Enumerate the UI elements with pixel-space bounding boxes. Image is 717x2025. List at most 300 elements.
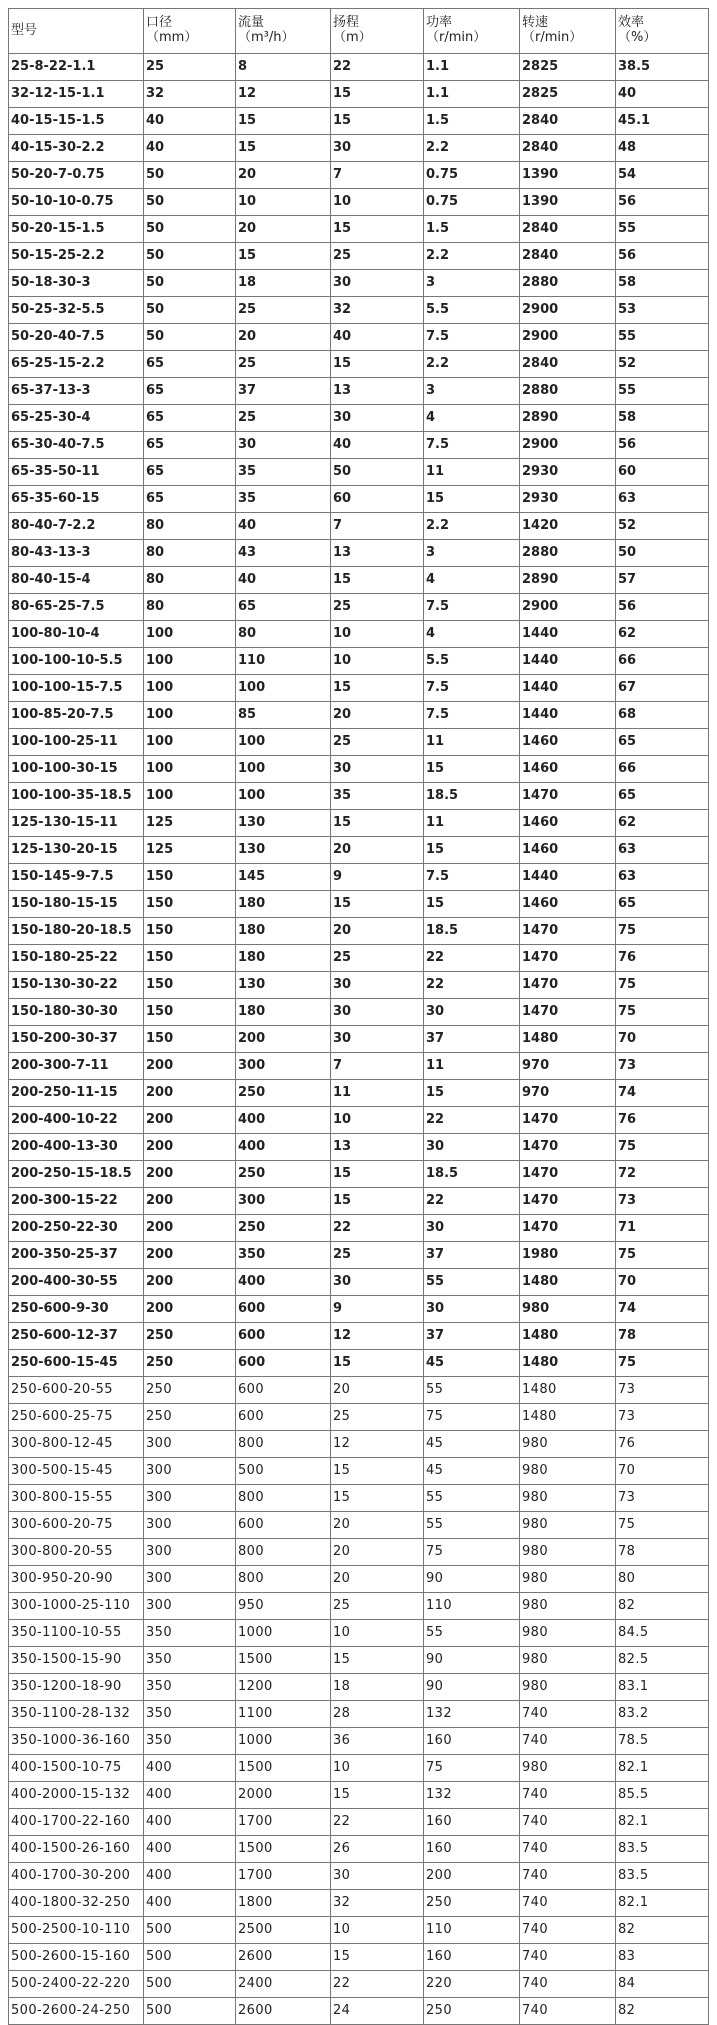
cell-caliber: 300 — [144, 1539, 236, 1566]
cell-power: 22 — [424, 972, 520, 999]
header-efficiency-label: 效率 — [618, 15, 645, 31]
cell-speed: 1390 — [520, 162, 616, 189]
cell-model: 350-1500-15-90 — [9, 1647, 144, 1674]
cell-flow: 30 — [236, 432, 331, 459]
cell-head: 30 — [331, 405, 424, 432]
cell-power: 30 — [424, 999, 520, 1026]
cell-efficiency: 82 — [616, 1917, 709, 1944]
cell-model: 250-600-12-37 — [9, 1323, 144, 1350]
cell-head: 30 — [331, 1026, 424, 1053]
cell-head: 11 — [331, 1080, 424, 1107]
cell-head: 10 — [331, 1107, 424, 1134]
cell-model: 300-600-20-75 — [9, 1512, 144, 1539]
cell-flow: 40 — [236, 567, 331, 594]
cell-efficiency: 85.5 — [616, 1782, 709, 1809]
cell-speed: 740 — [520, 1863, 616, 1890]
cell-flow: 10 — [236, 189, 331, 216]
cell-speed: 2840 — [520, 135, 616, 162]
table-row — [9, 297, 709, 324]
cell-speed: 1470 — [520, 1215, 616, 1242]
cell-flow: 180 — [236, 918, 331, 945]
header-efficiency-unit: （%） — [618, 30, 657, 45]
table-row — [9, 324, 709, 351]
cell-head: 15 — [331, 1944, 424, 1971]
cell-speed: 980 — [520, 1458, 616, 1485]
cell-power: 30 — [424, 1296, 520, 1323]
header-power-unit: （r/min） — [426, 30, 487, 45]
cell-head: 10 — [331, 1620, 424, 1647]
cell-head: 40 — [331, 324, 424, 351]
cell-power: 22 — [424, 1107, 520, 1134]
cell-flow: 1500 — [236, 1836, 331, 1863]
cell-speed: 980 — [520, 1485, 616, 1512]
table-row — [9, 54, 709, 81]
cell-caliber: 50 — [144, 189, 236, 216]
cell-caliber: 80 — [144, 540, 236, 567]
cell-caliber: 200 — [144, 1161, 236, 1188]
cell-speed: 2900 — [520, 432, 616, 459]
header-model-label: 型号 — [11, 22, 38, 38]
cell-head: 22 — [331, 1809, 424, 1836]
cell-head: 15 — [331, 1161, 424, 1188]
cell-caliber: 65 — [144, 378, 236, 405]
cell-power: 90 — [424, 1674, 520, 1701]
cell-flow: 2600 — [236, 1998, 331, 2025]
cell-model: 200-300-15-22 — [9, 1188, 144, 1215]
cell-caliber: 65 — [144, 486, 236, 513]
cell-power: 4 — [424, 405, 520, 432]
cell-power: 37 — [424, 1323, 520, 1350]
cell-caliber: 500 — [144, 1971, 236, 1998]
table-row — [9, 1809, 709, 1836]
cell-model: 400-1800-32-250 — [9, 1890, 144, 1917]
cell-efficiency: 73 — [616, 1485, 709, 1512]
cell-head: 13 — [331, 540, 424, 567]
cell-efficiency: 56 — [616, 243, 709, 270]
cell-power: 18.5 — [424, 783, 520, 810]
cell-caliber: 32 — [144, 81, 236, 108]
cell-power: 5.5 — [424, 297, 520, 324]
cell-model: 80-40-7-2.2 — [9, 513, 144, 540]
cell-caliber: 250 — [144, 1323, 236, 1350]
cell-model: 100-100-25-11 — [9, 729, 144, 756]
cell-model: 80-40-15-4 — [9, 567, 144, 594]
cell-head: 15 — [331, 1647, 424, 1674]
cell-efficiency: 63 — [616, 864, 709, 891]
cell-efficiency: 73 — [616, 1404, 709, 1431]
cell-power: 2.2 — [424, 243, 520, 270]
cell-flow: 100 — [236, 783, 331, 810]
cell-power: 160 — [424, 1944, 520, 1971]
cell-caliber: 65 — [144, 432, 236, 459]
cell-speed: 980 — [520, 1755, 616, 1782]
table-row — [9, 1188, 709, 1215]
table-row — [9, 648, 709, 675]
cell-efficiency: 55 — [616, 378, 709, 405]
cell-caliber: 400 — [144, 1809, 236, 1836]
cell-power: 7.5 — [424, 702, 520, 729]
cell-flow: 15 — [236, 243, 331, 270]
table-row — [9, 1296, 709, 1323]
cell-head: 12 — [331, 1323, 424, 1350]
cell-power: 132 — [424, 1701, 520, 1728]
cell-power: 15 — [424, 837, 520, 864]
cell-flow: 35 — [236, 486, 331, 513]
cell-efficiency: 62 — [616, 621, 709, 648]
cell-efficiency: 84.5 — [616, 1620, 709, 1647]
cell-caliber: 50 — [144, 270, 236, 297]
header-flow-unit: （m³/h） — [238, 30, 295, 45]
cell-efficiency: 38.5 — [616, 54, 709, 81]
cell-speed: 1440 — [520, 702, 616, 729]
cell-power: 3 — [424, 378, 520, 405]
cell-power: 15 — [424, 891, 520, 918]
cell-speed: 980 — [520, 1539, 616, 1566]
cell-power: 0.75 — [424, 189, 520, 216]
table-row — [9, 1080, 709, 1107]
cell-speed: 1470 — [520, 999, 616, 1026]
cell-power: 110 — [424, 1593, 520, 1620]
cell-speed: 740 — [520, 1971, 616, 1998]
cell-caliber: 200 — [144, 1269, 236, 1296]
cell-flow: 25 — [236, 405, 331, 432]
cell-power: 90 — [424, 1566, 520, 1593]
cell-head: 15 — [331, 891, 424, 918]
table-row — [9, 459, 709, 486]
cell-model: 125-130-20-15 — [9, 837, 144, 864]
cell-power: 160 — [424, 1836, 520, 1863]
header-speed-unit: （r/min） — [522, 30, 583, 45]
cell-speed: 970 — [520, 1053, 616, 1080]
table-row — [9, 1242, 709, 1269]
cell-caliber: 80 — [144, 594, 236, 621]
cell-efficiency: 82 — [616, 1998, 709, 2025]
cell-power: 15 — [424, 486, 520, 513]
cell-speed: 1460 — [520, 810, 616, 837]
cell-flow: 300 — [236, 1053, 331, 1080]
cell-flow: 2500 — [236, 1917, 331, 1944]
cell-efficiency: 76 — [616, 1431, 709, 1458]
cell-flow: 200 — [236, 1026, 331, 1053]
cell-model: 500-2500-10-110 — [9, 1917, 144, 1944]
cell-head: 15 — [331, 810, 424, 837]
header-caliber-label: 口径 — [146, 15, 173, 31]
cell-flow: 400 — [236, 1107, 331, 1134]
cell-speed: 1460 — [520, 891, 616, 918]
cell-efficiency: 73 — [616, 1053, 709, 1080]
cell-power: 22 — [424, 1188, 520, 1215]
cell-efficiency: 78 — [616, 1323, 709, 1350]
cell-head: 10 — [331, 621, 424, 648]
cell-model: 150-145-9-7.5 — [9, 864, 144, 891]
cell-caliber: 80 — [144, 513, 236, 540]
cell-power: 75 — [424, 1755, 520, 1782]
cell-flow: 100 — [236, 675, 331, 702]
table-row — [9, 1350, 709, 1377]
cell-caliber: 50 — [144, 216, 236, 243]
cell-efficiency: 75 — [616, 999, 709, 1026]
table-row — [9, 783, 709, 810]
cell-caliber: 400 — [144, 1782, 236, 1809]
cell-model: 250-600-15-45 — [9, 1350, 144, 1377]
table-row — [9, 594, 709, 621]
cell-head: 15 — [331, 675, 424, 702]
cell-efficiency: 75 — [616, 1512, 709, 1539]
cell-speed: 2880 — [520, 540, 616, 567]
cell-model: 250-600-20-55 — [9, 1377, 144, 1404]
cell-speed: 1470 — [520, 1188, 616, 1215]
cell-flow: 12 — [236, 81, 331, 108]
cell-model: 200-300-7-11 — [9, 1053, 144, 1080]
table-row — [9, 1323, 709, 1350]
cell-head: 25 — [331, 243, 424, 270]
cell-flow: 15 — [236, 135, 331, 162]
cell-caliber: 125 — [144, 810, 236, 837]
cell-caliber: 50 — [144, 297, 236, 324]
cell-head: 15 — [331, 1458, 424, 1485]
cell-head: 35 — [331, 783, 424, 810]
cell-head: 32 — [331, 297, 424, 324]
cell-efficiency: 62 — [616, 810, 709, 837]
cell-power: 2.2 — [424, 513, 520, 540]
cell-power: 250 — [424, 1890, 520, 1917]
cell-power: 55 — [424, 1269, 520, 1296]
table-row — [9, 702, 709, 729]
table-row — [9, 1134, 709, 1161]
cell-flow: 25 — [236, 351, 331, 378]
cell-power: 11 — [424, 459, 520, 486]
cell-flow: 800 — [236, 1539, 331, 1566]
cell-power: 7.5 — [424, 432, 520, 459]
cell-speed: 1440 — [520, 621, 616, 648]
cell-power: 22 — [424, 945, 520, 972]
cell-power: 2.2 — [424, 135, 520, 162]
cell-head: 7 — [331, 162, 424, 189]
cell-efficiency: 82.1 — [616, 1809, 709, 1836]
table-row — [9, 1620, 709, 1647]
table-row — [9, 1431, 709, 1458]
cell-efficiency: 66 — [616, 756, 709, 783]
cell-head: 36 — [331, 1728, 424, 1755]
cell-model: 200-250-11-15 — [9, 1080, 144, 1107]
cell-flow: 800 — [236, 1566, 331, 1593]
table-row — [9, 1836, 709, 1863]
table-row — [9, 1971, 709, 1998]
cell-flow: 25 — [236, 297, 331, 324]
cell-flow: 110 — [236, 648, 331, 675]
cell-model: 350-1100-10-55 — [9, 1620, 144, 1647]
cell-caliber: 100 — [144, 621, 236, 648]
cell-speed: 2930 — [520, 459, 616, 486]
cell-power: 55 — [424, 1620, 520, 1647]
cell-head: 15 — [331, 1350, 424, 1377]
cell-speed: 2840 — [520, 108, 616, 135]
cell-flow: 43 — [236, 540, 331, 567]
header-speed — [520, 9, 616, 54]
cell-model: 50-20-40-7.5 — [9, 324, 144, 351]
cell-speed: 2900 — [520, 594, 616, 621]
cell-caliber: 200 — [144, 1296, 236, 1323]
cell-head: 13 — [331, 378, 424, 405]
cell-caliber: 400 — [144, 1836, 236, 1863]
cell-caliber: 100 — [144, 729, 236, 756]
table-row — [9, 837, 709, 864]
table-row — [9, 513, 709, 540]
cell-flow: 400 — [236, 1134, 331, 1161]
cell-head: 32 — [331, 1890, 424, 1917]
cell-efficiency: 73 — [616, 1377, 709, 1404]
cell-caliber: 250 — [144, 1350, 236, 1377]
cell-speed: 1480 — [520, 1323, 616, 1350]
cell-efficiency: 58 — [616, 405, 709, 432]
cell-model: 65-37-13-3 — [9, 378, 144, 405]
cell-flow: 85 — [236, 702, 331, 729]
cell-speed: 1470 — [520, 1161, 616, 1188]
cell-efficiency: 83 — [616, 1944, 709, 1971]
cell-flow: 35 — [236, 459, 331, 486]
cell-caliber: 150 — [144, 1026, 236, 1053]
table-row — [9, 1890, 709, 1917]
table-row — [9, 1647, 709, 1674]
cell-head: 60 — [331, 486, 424, 513]
cell-efficiency: 45.1 — [616, 108, 709, 135]
cell-efficiency: 66 — [616, 648, 709, 675]
cell-caliber: 350 — [144, 1674, 236, 1701]
table-row — [9, 1701, 709, 1728]
cell-head: 20 — [331, 1566, 424, 1593]
cell-head: 10 — [331, 189, 424, 216]
cell-speed: 1480 — [520, 1404, 616, 1431]
cell-head: 30 — [331, 1269, 424, 1296]
cell-flow: 2400 — [236, 1971, 331, 1998]
cell-power: 11 — [424, 810, 520, 837]
cell-speed: 1440 — [520, 864, 616, 891]
table-body — [9, 54, 709, 2025]
cell-head: 20 — [331, 1512, 424, 1539]
cell-efficiency: 52 — [616, 351, 709, 378]
cell-caliber: 200 — [144, 1107, 236, 1134]
cell-power: 18.5 — [424, 918, 520, 945]
cell-flow: 130 — [236, 837, 331, 864]
cell-caliber: 500 — [144, 1917, 236, 1944]
pump-spec-table — [8, 8, 709, 2025]
cell-power: 55 — [424, 1485, 520, 1512]
cell-power: 18.5 — [424, 1161, 520, 1188]
cell-caliber: 50 — [144, 324, 236, 351]
cell-efficiency: 63 — [616, 486, 709, 513]
cell-speed: 1480 — [520, 1269, 616, 1296]
table-row — [9, 621, 709, 648]
table-row — [9, 1863, 709, 1890]
cell-flow: 180 — [236, 999, 331, 1026]
table-row — [9, 1404, 709, 1431]
cell-caliber: 350 — [144, 1701, 236, 1728]
cell-speed: 1390 — [520, 189, 616, 216]
cell-speed: 980 — [520, 1566, 616, 1593]
cell-head: 25 — [331, 1242, 424, 1269]
cell-flow: 100 — [236, 756, 331, 783]
cell-model: 200-400-10-22 — [9, 1107, 144, 1134]
table-row — [9, 918, 709, 945]
cell-power: 3 — [424, 540, 520, 567]
table-row — [9, 81, 709, 108]
cell-flow: 18 — [236, 270, 331, 297]
table-row — [9, 1053, 709, 1080]
cell-caliber: 200 — [144, 1215, 236, 1242]
cell-flow: 180 — [236, 945, 331, 972]
cell-power: 75 — [424, 1404, 520, 1431]
cell-speed: 740 — [520, 1701, 616, 1728]
table-row — [9, 864, 709, 891]
table-row — [9, 1161, 709, 1188]
cell-model: 150-130-30-22 — [9, 972, 144, 999]
cell-head: 15 — [331, 108, 424, 135]
cell-flow: 350 — [236, 1242, 331, 1269]
table-row — [9, 351, 709, 378]
cell-efficiency: 40 — [616, 81, 709, 108]
cell-flow: 800 — [236, 1431, 331, 1458]
cell-head: 15 — [331, 351, 424, 378]
table-header — [9, 9, 709, 54]
cell-flow: 145 — [236, 864, 331, 891]
cell-power: 200 — [424, 1863, 520, 1890]
cell-model: 350-1200-18-90 — [9, 1674, 144, 1701]
cell-model: 100-85-20-7.5 — [9, 702, 144, 729]
cell-model: 300-800-15-55 — [9, 1485, 144, 1512]
cell-speed: 1470 — [520, 918, 616, 945]
cell-flow: 600 — [236, 1377, 331, 1404]
cell-caliber: 50 — [144, 243, 236, 270]
cell-power: 5.5 — [424, 648, 520, 675]
cell-speed: 740 — [520, 1836, 616, 1863]
cell-model: 50-15-25-2.2 — [9, 243, 144, 270]
cell-head: 25 — [331, 729, 424, 756]
cell-speed: 1980 — [520, 1242, 616, 1269]
cell-model: 150-180-30-30 — [9, 999, 144, 1026]
cell-model: 65-25-15-2.2 — [9, 351, 144, 378]
cell-flow: 1800 — [236, 1890, 331, 1917]
cell-power: 30 — [424, 1215, 520, 1242]
cell-flow: 800 — [236, 1485, 331, 1512]
cell-efficiency: 84 — [616, 1971, 709, 1998]
cell-efficiency: 48 — [616, 135, 709, 162]
table-row — [9, 1782, 709, 1809]
cell-flow: 65 — [236, 594, 331, 621]
cell-power: 55 — [424, 1377, 520, 1404]
cell-efficiency: 58 — [616, 270, 709, 297]
cell-caliber: 40 — [144, 135, 236, 162]
cell-head: 20 — [331, 1377, 424, 1404]
table-row — [9, 1485, 709, 1512]
header-caliber-unit: （mm） — [146, 30, 198, 45]
cell-head: 22 — [331, 1971, 424, 1998]
cell-head: 13 — [331, 1134, 424, 1161]
cell-flow: 600 — [236, 1404, 331, 1431]
cell-speed: 2825 — [520, 54, 616, 81]
cell-speed: 1480 — [520, 1377, 616, 1404]
cell-speed: 2840 — [520, 243, 616, 270]
cell-caliber: 400 — [144, 1890, 236, 1917]
cell-caliber: 150 — [144, 945, 236, 972]
cell-flow: 250 — [236, 1161, 331, 1188]
cell-speed: 980 — [520, 1647, 616, 1674]
table-row — [9, 972, 709, 999]
cell-flow: 300 — [236, 1188, 331, 1215]
cell-caliber: 150 — [144, 999, 236, 1026]
cell-flow: 600 — [236, 1350, 331, 1377]
table-row — [9, 1728, 709, 1755]
cell-head: 30 — [331, 756, 424, 783]
